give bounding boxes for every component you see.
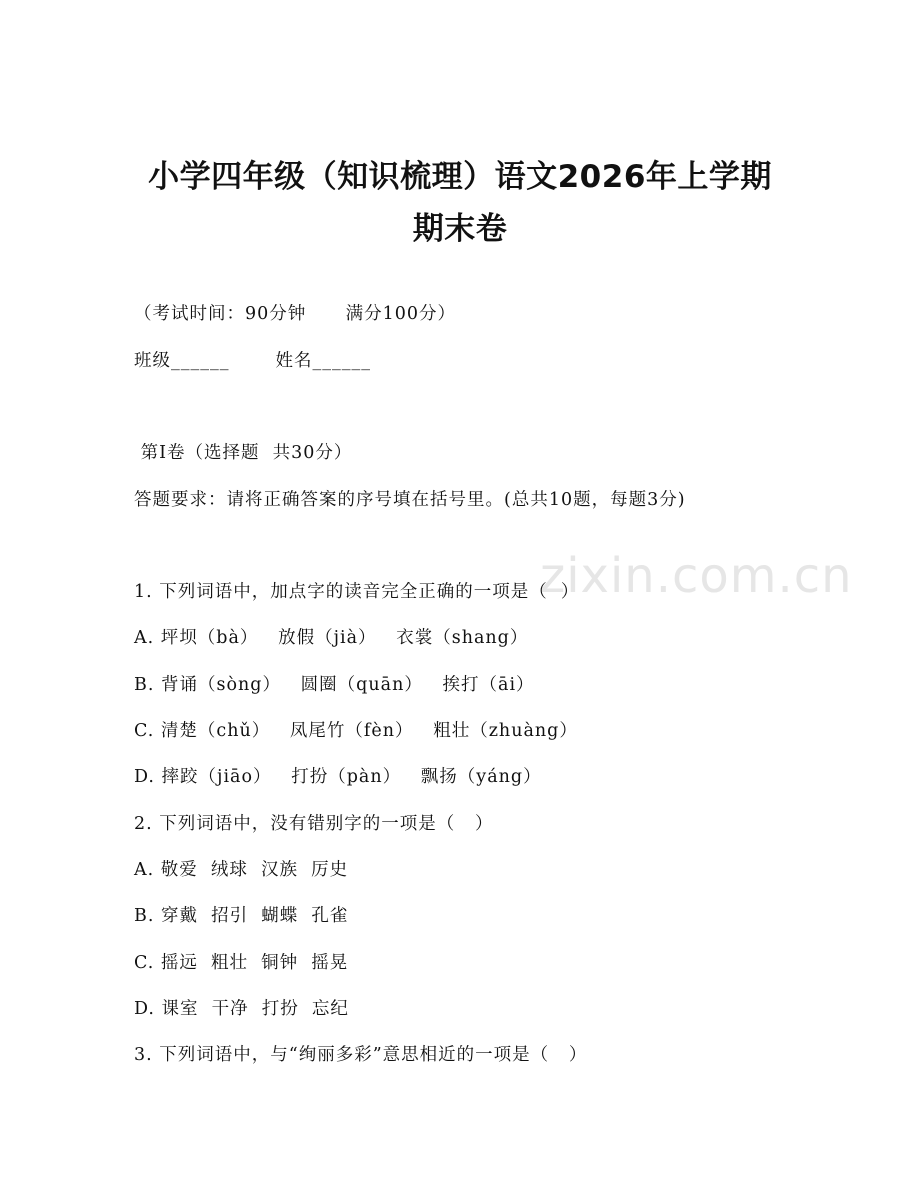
class-name-fields: 班级______ 姓名______ (134, 351, 371, 371)
page-title-line-2: 期末卷 (412, 211, 508, 247)
question-2-option-c: C. 摇远 粗壮 铜钟 摇晃 (134, 953, 349, 973)
question-2-stem: 2. 下列词语中，没有错别字的一项是（ ） (134, 814, 494, 834)
question-3-stem: 3. 下列词语中，与“绚丽多彩”意思相近的一项是（ ） (134, 1045, 588, 1065)
question-2-option-b: B. 穿戴 招引 蝴蝶 孔雀 (134, 906, 349, 926)
question-2-option-a: A. 敬爱 绒球 汉族 厉史 (134, 860, 349, 880)
question-1-option-d: D. 摔跤（jiāo） 打扮（pàn） 飘扬（yáng） (134, 767, 542, 787)
page-title-line-1: 小学四年级（知识梳理）语文2026年上学期 (148, 159, 772, 195)
question-2-option-d: D. 课室 干净 打扮 忘纪 (134, 999, 349, 1019)
question-1-option-c: C. 清楚（chǔ） 凤尾竹（fèn） 粗壮（zhuàng） (134, 721, 578, 741)
answer-requirement: 答题要求：请将正确答案的序号填在括号里。(总共10题，每题3分) (134, 490, 686, 510)
question-1-stem: 1. 下列词语中，加点字的读音完全正确的一项是（ ） (134, 582, 580, 602)
question-1-option-a: A. 坪坝（bà） 放假（jià） 衣裳（shang） (134, 628, 529, 648)
question-1-option-b: B. 背诵（sòng） 圆圈（quān） 挨打（āi） (134, 675, 535, 695)
exam-time-score: （考试时间：90分钟 满分100分） (134, 304, 457, 324)
section-heading: 第Ⅰ卷（选择题 共30分） (134, 443, 353, 463)
watermark: zixin.com.cn (540, 548, 853, 604)
